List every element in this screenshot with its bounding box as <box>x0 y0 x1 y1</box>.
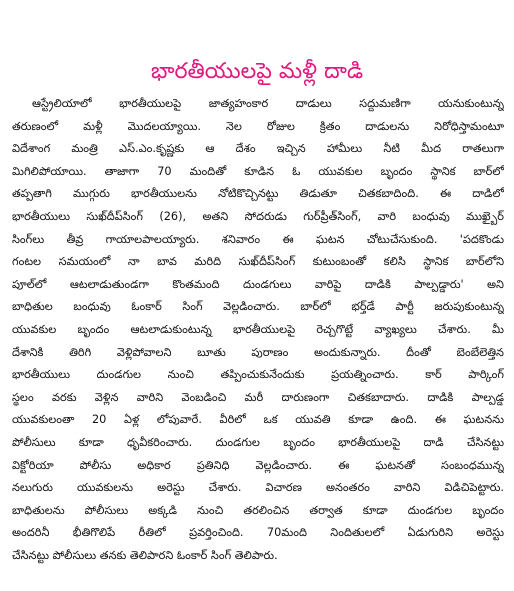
article-line: బాధితుల బంధువు ఓంకార్ సింగ్ వెల్లడించారు. బార్‌లో భర్త్‌డే పార్టీ జరుపుకుంటున్న <box>12 300 504 314</box>
article-line: స్థలం వరకు వెళ్లిన వారిని వెంబడించి మరీ దారుణంగా చితకబాదారు. దాడికి పాల్పడ్డ <box>12 390 504 404</box>
article-line: యువకుల బృందం ఆటలాడుకుంటున్న భారతీయులపై రెచ్చగొట్టే వ్యాఖ్యలు చేశారు. మీ <box>12 322 504 336</box>
article-line: భారతీయులు సుఖ్‌దీప్‌సింగ్ (26), అతని సోదరుడు గుర్‌ప్రీత్‌సింగ్, వారి బంధువు ముఖ్బైర్ <box>12 209 504 223</box>
article-line: దేశానికి తిరిగి వెళ్లిపోవాలని బూతు పురాణం అందుకున్నారు. దీంతో బెంబేలెత్తిన <box>12 345 504 359</box>
article-body <box>12 93 504 567</box>
article-line: చేసినట్టు పోలీసులు తనకు తెలిపారని ఓంకార్ సింగ్ తెలిపారు. <box>12 548 278 562</box>
article-line: విక్టోరియా పోలీసు అధికార ప్రతినిధి వెల్లడించారు. ఈ ఘటనతో సంబంధమున్న <box>12 458 504 472</box>
article-line: యువకులంతా 20 ఏళ్ల లోపువారే. వీరిలో ఒక యువతి కూడా ఉంది. ఈ ఘటనను <box>12 413 504 427</box>
article-line: బాధితులను పోలీసులు అక్కడి నుంచి తరలించిన తర్వాత కూడా దుండగుల బృందం <box>12 503 504 517</box>
article-headline: భారతీయులపై మళ్లీ దాడి <box>150 59 364 84</box>
article-line: పోలీసులు కూడా ధృవీకరించారు. దుండగుల బృందం భారతీయులపై దాడి చేసినట్టు <box>12 435 504 449</box>
article-line: మిగిలిపోయాయి. తాజాగా 70 మందితో కూడిన ఓ యువకుల బృందం స్థానిక బార్‌లో <box>12 164 504 178</box>
article-line: సింగ్‌లు తీవ్ర గాయాలపాలయ్యారు. శనివారం ఈ ఘటన చోటుచేసుకుంది. 'పదకొండు <box>12 232 504 246</box>
article-line: పూల్‌లో ఆటలాడుతుండగా కొంతమంది దుండగులు వారిపై దాడికి పాల్పడ్డారు' అని <box>12 277 504 291</box>
article-line: తరుణంలో మళ్లీ మొదలయ్యాయి. నెల రోజుల క్రితం దాడులను నిరోధిస్తామంటూ <box>12 119 504 133</box>
article-line: తప్పతాగి ముగ్గురు భారతీయులను నోటికొచ్చినట్టు తిడుతూ చితకబాదింది. ఈ దాడిలో <box>12 187 504 201</box>
article-line: గంటల సమయంలో నా బావ మరిది సుఖ్‌దీప్‌సింగ్ కుటుంబంతో కలిసి స్థానిక బార్‌లోని <box>12 255 504 269</box>
article-line: అందరినీ భీతిగొలిపే రీతిలో ప్రవర్తించింది. 70మంది నిందితులలో ఏడుగురిని అరెస్టు <box>12 526 504 540</box>
article-line: విదేశాంగ మంత్రి ఎస్.ఎం.కృష్ణకు ఆ దేశం ఇచ్చిన హామీలు నీటి మీద రాతలుగా <box>12 142 504 156</box>
article-line: భారతీయులు దుండగుల నుంచి తప్పించుకునేందుకు ప్రయత్నించారు. కార్ పార్కింగ్ <box>12 368 504 382</box>
article-line: నలుగురు యువకులను అరెస్టు చేశారు. విచారణ అనంతరం వారిని విడిచిపెట్టారు. <box>12 481 504 495</box>
article-line: ఆస్ట్రేలియాలో భారతీయులపై జాత్యహంకార దాడులు సద్దుమణిగా యనుకుంటున్న <box>32 97 504 110</box>
